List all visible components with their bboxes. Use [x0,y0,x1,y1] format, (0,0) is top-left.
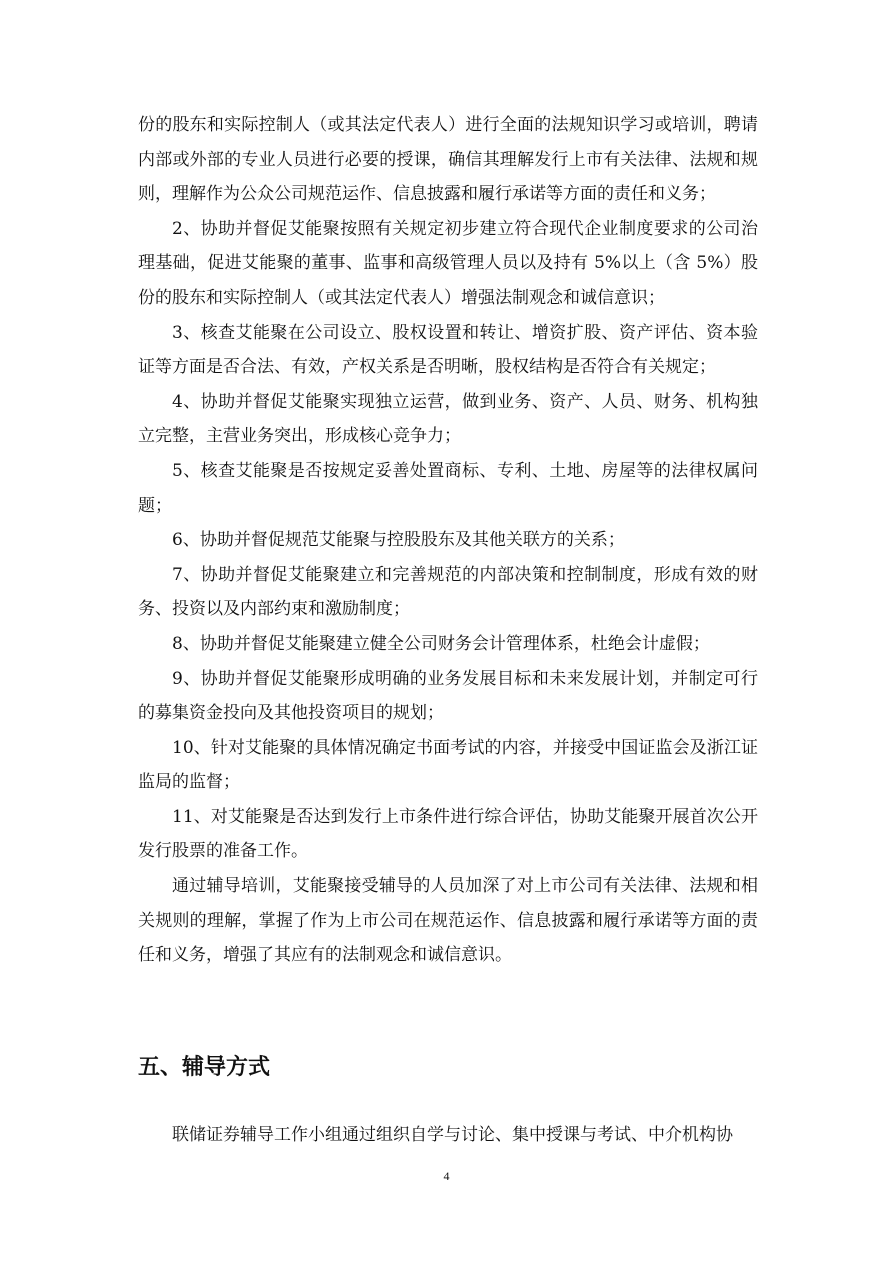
paragraph: 8、协助并督促艾能聚建立健全公司财务会计管理体系，杜绝会计虚假； [172,633,710,654]
paragraph: 10、针对艾能聚的具体情况确定书面考试的内容，并接受中国证监会及浙江证监局的监督； [138,737,758,793]
paragraph: 6、协助并督促规范艾能聚与控股股东及其他关联方的关系； [172,530,625,551]
section-paragraph: 联储证券辅导工作小组通过组织自学与讨论、集中授课与考试、中介机构协 [172,1125,733,1145]
paragraph: 5、核查艾能聚是否按规定妥善处置商标、专利、土地、房屋等的法律权属问题； [138,460,758,516]
section-heading: 五、辅导方式 [138,1055,271,1080]
paragraph: 通过辅导培训，艾能聚接受辅导的人员加深了对上市公司有关法律、法规和相关规则的理解，掌握了作为上市公司在规范运作、信息披露和履行承诺等方面的责任和义务，增强了其应有的法制观念和诚信意识。 [138,876,758,966]
paragraph: 11、对艾能聚是否达到发行上市条件进行综合评估，协助艾能聚开展首次公开发行股票的准备工作。 [138,806,758,862]
body-text [138,108,758,973]
paragraph: 9、协助并督促艾能聚形成明确的业务发展目标和未来发展计划，并制定可行的募集资金投向及其他投资项目的规划； [138,668,758,724]
paragraph: 2、协助并督促艾能聚按照有关规定初步建立符合现代企业制度要求的公司治理基础，促进艾能聚的董事、监事和高级管理人员以及持有 5%以上（含 5%）股份的股东和实际控制人（或其法定代表人）增强法制观念和诚信意识； [138,218,758,308]
paragraph: 份的股东和实际控制人（或其法定代表人）进行全面的法规知识学习或培训，聘请内部或外部的专业人员进行必要的授课，确信其理解发行上市有关法律、法规和规则，理解作为公众公司规范运作、信息披露和履行承诺等方面的责任和义务； [138,115,758,205]
page-number: 4 [443,1169,450,1183]
paragraph: 3、核查艾能聚在公司设立、股权设置和转让、增资扩股、资产评估、资本验证等方面是否合法、有效，产权关系是否明晰，股权结构是否符合有关规定； [138,322,758,378]
paragraph: 7、协助并督促艾能聚建立和完善规范的内部决策和控制制度，形成有效的财务、投资以及内部约束和激励制度； [138,564,758,620]
paragraph: 4、协助并督促艾能聚实现独立运营，做到业务、资产、人员、财务、机构独立完整，主营业务突出，形成核心竞争力； [138,391,758,447]
